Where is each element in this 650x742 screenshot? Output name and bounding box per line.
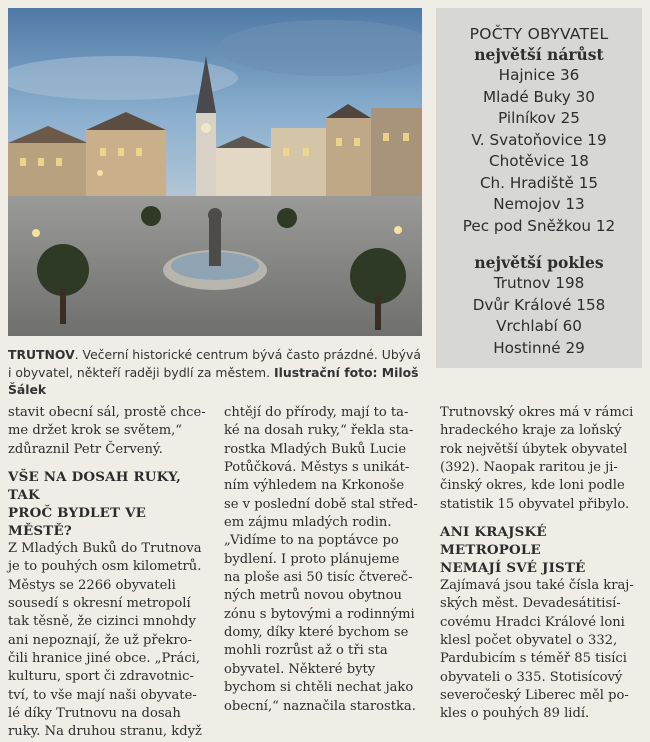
town-square-illustration [8, 8, 422, 336]
text-line: domy, díky které bychom se [224, 625, 409, 641]
text-line: me držet krok se světem,“ [8, 423, 182, 439]
list-item: Hostinné 29 [493, 338, 585, 357]
text-line: tví, to vše mají naši obyvate- [8, 687, 197, 703]
text-line: obyvateli o 335. Stotisícový [440, 669, 623, 685]
text-line: rostka Mladých Buků Lucie [224, 441, 407, 457]
text-line: je to pouhých osm kilometrů. [8, 559, 202, 575]
subheading-line: VŠE NA DOSAH RUKY, TAK [8, 469, 182, 504]
text-line: ských měst. Devadesátitisí- [440, 596, 621, 612]
subheading-line: PROČ BYDLET VE MĚSTĚ? [8, 505, 147, 540]
text-line: čili hranice jiné obce. „Práci, [8, 651, 201, 667]
text-line: (392). Naopak raritou je ji- [440, 460, 618, 476]
growth-heading: největší nárůst [474, 45, 604, 64]
list-item: V. Svatoňovice 19 [471, 130, 607, 149]
list-item: Pilníkov 25 [498, 109, 580, 127]
subheading-2 [440, 523, 645, 577]
text-line: ných metrů novou obytnou [224, 588, 402, 604]
text-line: tak těsně, že cizinci mnohdy [8, 614, 196, 630]
text-line: em zájmu mladých rodin. [224, 515, 392, 531]
text-line: obecní,“ naznačila starostka. [224, 698, 416, 714]
text-line: ním výhledem na Krkonoše [224, 478, 405, 494]
text-line: Městys se 2266 obyvateli [8, 577, 176, 593]
article-column-3 [440, 404, 645, 724]
text-line: Z Mladých Buků do Trutnova [8, 541, 202, 557]
text-line: Trutnovský okres má v rámci [440, 405, 634, 420]
text-line: kulturu, sport či zdravotnic- [8, 669, 194, 685]
text-line: sousedí s okresní metropolí [8, 596, 191, 612]
text-line: stavit obecní sál, prostě chce- [8, 405, 206, 420]
growth-list [436, 65, 642, 237]
list-item: Pec pod Sněžkou 12 [462, 216, 616, 235]
text-line: statistik 15 obyvatel přibylo. [440, 496, 630, 512]
text-line: zónu s bytovými a rodinnými [224, 606, 415, 622]
text-line: ani nepoznají, že už překro- [8, 632, 192, 648]
decline-list [436, 273, 642, 359]
text-line: mohli rozrůst až o tři sta [224, 643, 388, 659]
list-item: Vrchlabí 60 [496, 317, 582, 335]
decline-heading: největší pokles [474, 253, 604, 272]
text-line: kles o pouhých 89 lidí. [440, 706, 590, 722]
photo-caption [8, 346, 424, 399]
text-line: obyvatel. Některé byty [224, 661, 376, 677]
text-line: hradeckého kraje za loňský [440, 423, 622, 439]
sidebar-title: POČTY OBYVATEL [469, 25, 609, 43]
subheading-1 [8, 468, 213, 540]
list-item: Hajnice 36 [498, 66, 580, 84]
text-line: Zajímavá jsou také čísla kraj- [440, 578, 634, 594]
text-line: činský okres, kde loni podle [440, 478, 625, 494]
text-line: „Vidíme to na poptávce po [224, 533, 399, 549]
text-line: zdůraznil Petr Červený. [8, 441, 163, 457]
caption-credit: Ilustrační foto: Miloš Šálek [8, 364, 419, 397]
town-square-photo [8, 8, 422, 336]
text-line: ké na dosah ruky,“ řekla sta- [224, 423, 414, 439]
text-line: ruky. Na druhou stranu, když [8, 724, 202, 740]
text-line: severočeský Liberec měl po- [440, 688, 629, 704]
text-line: rok největší úbytek obyvatel [440, 441, 628, 457]
article-column-1 [8, 404, 213, 742]
list-item: Dvůr Králové 158 [472, 295, 606, 314]
text-line: chtějí do přírody, mají to ta- [224, 405, 409, 420]
list-item: Nemojov 13 [493, 195, 585, 213]
caption-text: . Večerní historické centrum bývá často prázdné. Ubývá i obyvatel, někteří raději bydlí za městem. [8, 347, 421, 380]
text-line: bychom si chtěli nechat jako [224, 680, 414, 696]
list-item: Trutnov 198 [493, 274, 585, 292]
list-item: Mladé Buky 30 [483, 87, 595, 106]
list-item: Chotěvice 18 [489, 152, 589, 170]
subheading-line: ANI KRAJSKÉ METROPOLE [440, 524, 547, 559]
population-sidebar [436, 8, 642, 368]
text-line: lé díky Trutnovu na dosah [8, 706, 181, 722]
caption-place: TRUTNOV [8, 347, 75, 362]
text-line: bydlení. I proto plánujeme [224, 551, 400, 567]
text-line: covému Hradci Králové loni [440, 614, 625, 630]
text-line: Potůčková. Městys s unikát- [224, 460, 410, 476]
text-line: klesl počet obyvatel o 332, [440, 633, 618, 649]
subheading-line: NEMAJÍ SVÉ JISTÉ [440, 560, 586, 577]
text-line: na ploše asi 50 tisíc čtvereč- [224, 570, 413, 586]
text-line: Pardubicím s téměř 85 tisíci [440, 651, 627, 667]
text-line: se v poslední době stal střed- [224, 496, 418, 512]
list-item: Ch. Hradiště 15 [479, 173, 599, 192]
article-column-2 [224, 404, 429, 716]
